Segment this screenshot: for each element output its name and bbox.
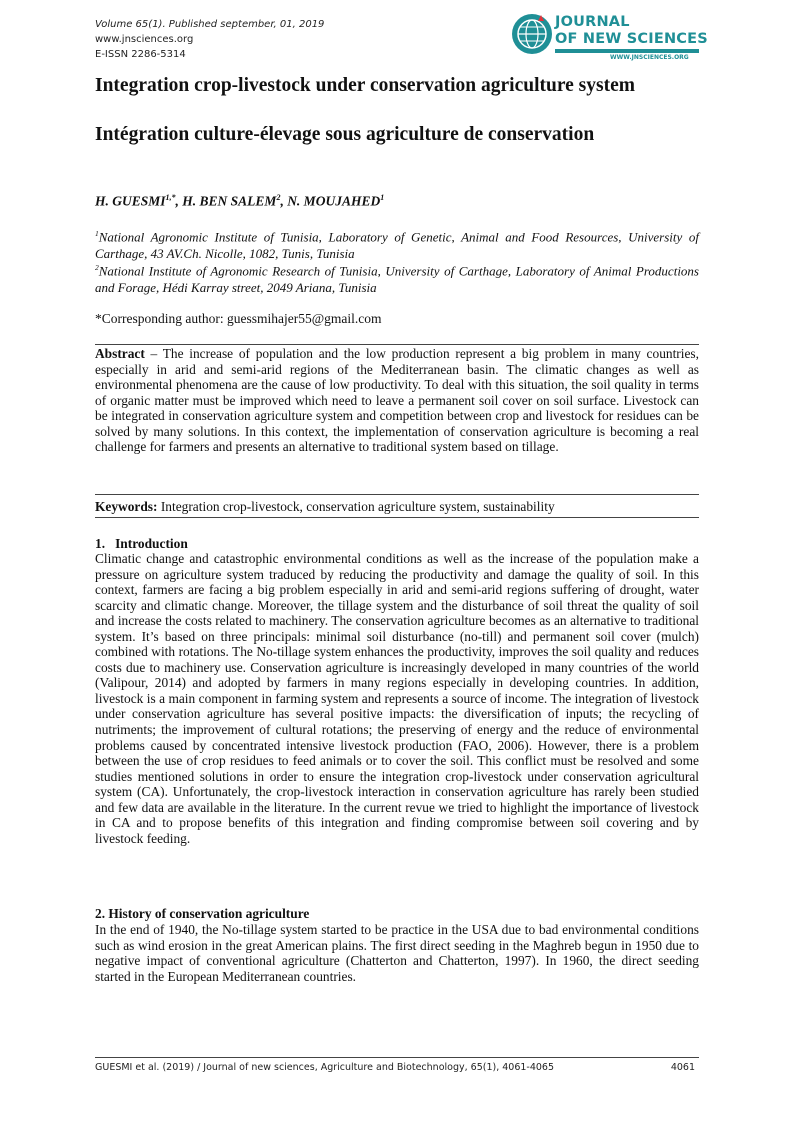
- abstract-bottom-rule: [95, 494, 699, 495]
- affiliation-2: [95, 260, 699, 296]
- introduction-text: Climatic change and catastrophic environmental conditions as well as the increase of the population make a pressure on agriculture system traduced by reducing the productivity and damage the quality of soil. In this context, farmers are facing a big problem especially in arid and semi-arid regions suffering of drought, water scarcity and climatic change. Moreover, the tillage system and the disturbance of soil threat the quality of soil and increase the costs related to machinery. The conservation agriculture becomes as an alternative to traditional system. It’s based on three principals: minimal soil disturbance (no-till) and permanent soil cover (mulch) combined with rotations. The No-tillage system enhances the productivity, improves the soil quality and reduces costs due to machinery use. Conservation agriculture is increasingly developed in many countries of the world (Valipour, 2014) and adopted by farmers in many regions especially in developing countries. In addition, livestock is a main component in farming system and represents a source of income. The integration of livestock under conservation agriculture has several positive impacts: the diversification of inputs; the recycling of nutriments; the improvement of cultural rotations; the preserving of energy and the reduce of environmental problems caused by concentrated intensive livestock production (FAO, 2006). However, there is a problem between the use of crop residues to feed animals or to cover the soil. This conflict must be resolved and some studies mentioned solutions in order to ensure the integration crop-livestock under conservation agricultural system (CA). Unfortunately, the crop-livestock interaction in conservation agriculture has rarely been studied and few data are available in the literature. In the current revue we tried to highlight the importance of livestock in CA and to propose benefits of this integration and finding compromise between soil covering and by livestock feeding.: [95, 551, 699, 846]
- abstract-dash: –: [144, 346, 163, 361]
- title-french: Intégration culture-élevage sous agriculture de conservation: [95, 124, 595, 145]
- keywords-label: Keywords:: [95, 499, 158, 514]
- keywords-bottom-rule: [95, 517, 699, 518]
- issn-line: E-ISSN 2286-5314: [95, 49, 186, 60]
- author-2-affiliation-mark: 2: [276, 193, 281, 202]
- logo-line-2: OF NEW SCIENCES: [555, 31, 708, 47]
- journal-meta: [95, 17, 324, 62]
- introduction-heading: 1. Introduction: [95, 536, 188, 551]
- affiliation-1: [95, 226, 699, 262]
- abstract: [95, 346, 699, 455]
- author-1: H. GUESMI: [95, 193, 166, 209]
- author-3: N. MOUJAHED: [287, 193, 381, 209]
- page-number: 4061: [670, 1062, 695, 1073]
- keywords-text: Integration crop-livestock, conservation agriculture system, sustainability: [157, 499, 555, 514]
- author-1-affiliation-mark: 1,*: [165, 193, 176, 202]
- affiliation-1-mark: 1: [95, 229, 99, 238]
- volume-line: Volume 65(1). Published september, 01, 2019: [95, 19, 325, 30]
- history-heading: 2. History of conservation agriculture: [95, 906, 310, 921]
- journal-logo: [511, 10, 711, 70]
- abstract-label: Abstract: [95, 346, 145, 361]
- globe-logo-icon: [511, 13, 553, 55]
- author-2: H. BEN SALEM: [182, 193, 277, 209]
- logo-url: WWW.JNSCIENCES.ORG: [610, 54, 689, 61]
- keywords: [95, 499, 699, 515]
- author-list: [95, 193, 384, 210]
- logo-line-1: JOURNAL: [555, 14, 630, 30]
- footer-rule: [95, 1057, 699, 1058]
- history-text: In the end of 1940, the No-tillage system started to be practice in the USA due to bad environmental conditions such as wind erosion in the great American plains. The first direct seeding in the Maghreb begun in 1950 due to negative impact of conventional agriculture (Chatterton and Chatterton, 1997). In 1960, the direct seeding started in the European Mediterranean countries.: [95, 922, 699, 984]
- author-3-affiliation-mark: 1: [380, 193, 385, 202]
- author-separator: ,: [280, 193, 288, 209]
- affiliation-2-mark: 2: [95, 263, 99, 272]
- abstract-text: The increase of population and the low production represent a big problem in many countries, especially in arid and semi-arid regions of the Mediterranean basin. The climatic changes as well as environmental phenomena are the cause of low productivity. To deal with this situation, the soil quality in terms of organic matter must be improved which need to leave a permanent soil cover on soil surface. Livestock can be integrated in conservation agriculture system and competition between crop and livestock for residues can be solved by many solutions. In this context, the implementation of conservation agriculture is becoming a real challenge for farmers and presents an alternative to traditional system based on tillage.: [95, 346, 699, 455]
- corresponding-author: *Corresponding author: guessmihajer55@gmail.com: [95, 311, 382, 326]
- logo-title: [555, 14, 708, 48]
- affiliation-1-text: National Agronomic Institute of Tunisia, Laboratory of Genetic, Animal and Food Resources, University of Carthage, 43 AV.Ch. Nicolle, 1082, Tunis, Tunisia: [95, 229, 699, 261]
- title-english: Integration crop-livestock under conservation agriculture system: [95, 75, 635, 96]
- website-link[interactable]: www.jnsciences.org: [95, 34, 194, 45]
- logo-bar: [555, 49, 699, 53]
- footer-citation: GUESMI et al. (2019) / Journal of new sciences, Agriculture and Biotechnology, 65(1), 4061-4065: [95, 1062, 555, 1073]
- author-separator: ,: [175, 193, 183, 209]
- page-footer: [95, 1062, 699, 1073]
- affiliation-2-text: National Institute of Agronomic Research of Tunisia, University of Carthage, Laboratory of Animal Productions and Forage, Hédi Karray street, 2049 Ariana, Tunisia: [95, 263, 699, 295]
- abstract-top-rule: [95, 344, 699, 345]
